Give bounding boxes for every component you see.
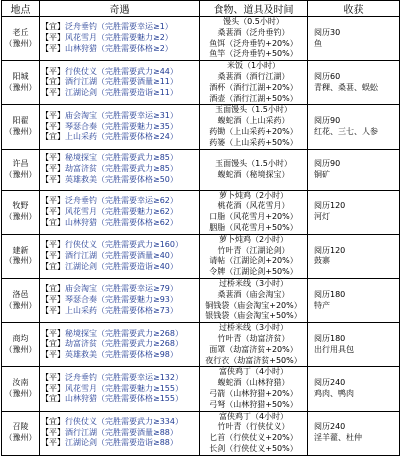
location-province: （豫州） — [4, 212, 37, 222]
encounter-tag: 【平】 — [41, 121, 65, 131]
location-cell — [2, 278, 40, 322]
food-line: 桑葚酒（酒行江湖） — [217, 71, 290, 81]
encounter-tag: 【平】 — [41, 305, 65, 315]
encounter-text: 酒行江湖（完胜需要酒量≥11） — [65, 77, 178, 87]
encounter-line — [41, 196, 198, 207]
encounter-line — [41, 339, 198, 350]
location-cell — [2, 149, 40, 190]
location-province: （豫州） — [4, 433, 37, 443]
food-line: 蝮蛇酒（上山采药） — [217, 116, 290, 126]
encounter-text: 庙会淘宝（完胜需要幸运≥31） — [65, 110, 178, 120]
encounter-text: 劫富济贫（完胜需要武力≥268） — [65, 339, 183, 349]
table-row — [2, 411, 400, 455]
gain-cell — [308, 61, 400, 105]
location-province: （豫州） — [4, 300, 37, 310]
encounter-text: 风花雪月（完胜需要魅力≥2） — [65, 33, 173, 43]
food-cell — [200, 190, 308, 234]
reward-items: 红花、三七、人参 — [314, 126, 378, 136]
encounter-cell — [40, 411, 200, 455]
encounter-tag: 【宜】 — [41, 416, 65, 426]
gain-cell — [308, 411, 400, 455]
table-row — [2, 149, 400, 190]
table-row — [2, 367, 400, 411]
encounter-line — [41, 175, 198, 186]
location-name: 许昌 — [12, 158, 29, 168]
encounter-text: 秘境探宝（完胜需要武力≥85） — [65, 153, 178, 163]
food-line: 萝卜炖鸡（2小时） — [218, 234, 289, 244]
location-name: 建新 — [12, 245, 29, 255]
encounter-cell — [40, 234, 200, 278]
table-row — [2, 190, 400, 234]
encounter-line — [41, 88, 198, 99]
location-cell — [2, 190, 40, 234]
food-line: 铜钱袋（庙会淘宝+20%） — [205, 300, 302, 310]
food-line: 蝮蛇酒（秘境探宝） — [217, 169, 290, 179]
location-province: （豫州） — [4, 256, 37, 266]
encounter-text: 琴瑟合奏（完胜需要魅力≥93） — [65, 295, 178, 305]
encounter-tag: 【宜】 — [41, 132, 65, 142]
food-line: 玉面馒头（1.5小时） — [215, 158, 292, 168]
table-row — [2, 278, 400, 322]
location-province: （豫州） — [4, 82, 37, 92]
encounter-text: 行侠仗义（完胜需要武力≥44） — [65, 66, 178, 76]
encounter-text: 山林狩猎（完胜需要体格≥62） — [65, 217, 178, 227]
food-cell — [200, 61, 308, 105]
encounter-line — [41, 295, 198, 306]
gain-cell — [308, 278, 400, 322]
food-line: 匕首（行侠仗义+20%） — [209, 433, 298, 443]
location-name: 阳城 — [12, 71, 29, 81]
food-line: 桑葚酒（泛舟垂钓） — [217, 27, 290, 37]
encounter-cell — [40, 105, 200, 149]
encounter-line — [41, 164, 198, 175]
experience-value: 阅历90 — [314, 158, 341, 168]
encounter-tag: 【宜】 — [41, 77, 65, 87]
encounter-line — [41, 306, 198, 317]
food-line: 弓弩（山林狩猎+50%） — [209, 399, 298, 409]
food-line: 蝮蛇酒（山林狩猎） — [217, 378, 290, 388]
location-cell — [2, 17, 40, 61]
reward-items: 铜矿 — [314, 169, 330, 179]
table-row — [2, 105, 400, 149]
encounter-line — [41, 122, 198, 133]
food-line: 竹叶青（劫富济贫） — [217, 333, 290, 343]
gain-cell — [308, 190, 400, 234]
encounter-tag: 【平】 — [41, 295, 65, 305]
reward-items: 鱼 — [314, 38, 322, 48]
encounter-text: 上山采药（完胜需要体格≥24） — [65, 132, 178, 142]
table-row — [2, 61, 400, 105]
location-name: 汝南 — [12, 378, 29, 388]
encounter-line — [41, 384, 198, 395]
header-location: 地点 — [2, 1, 40, 17]
location-cell — [2, 367, 40, 411]
encounter-text: 酒行江湖（完胜需要酒量≥88） — [65, 427, 178, 437]
encounter-tag: 【平】 — [41, 174, 65, 184]
encounter-line — [41, 33, 198, 44]
food-cell — [200, 17, 308, 61]
encounter-text: 秘境探宝（完胜需要武力≥268） — [65, 328, 183, 338]
travel-encounter-table — [1, 0, 400, 456]
experience-value: 阅历240 — [314, 422, 346, 432]
food-line: 过桥米线（3小时） — [218, 323, 289, 333]
reward-items: 淫羊藿、杜仲 — [314, 433, 362, 443]
gain-cell — [308, 17, 400, 61]
encounter-tag: 【平】 — [41, 66, 65, 76]
food-line: 酒壶（酒行江湖+50%） — [209, 93, 298, 103]
encounter-tag: 【平】 — [41, 88, 65, 98]
location-province: （豫州） — [4, 344, 37, 354]
location-name: 牧野 — [12, 201, 29, 211]
encounter-line — [41, 284, 198, 295]
encounter-text: 行侠仗义（完胜需要武力≥334） — [65, 416, 183, 426]
table-row — [2, 323, 400, 367]
encounter-tag: 【平】 — [41, 195, 65, 205]
header-food: 食物、道具及时间 — [200, 1, 308, 17]
header-encounter: 奇遇 — [40, 1, 200, 17]
encounter-text: 上山采药（完胜需要体格≥73） — [65, 305, 178, 315]
encounter-tag: 【平】 — [41, 240, 65, 250]
food-cell — [200, 234, 308, 278]
food-line: 胭脂（风花雪月+50%） — [209, 222, 298, 232]
encounter-tag: 【平】 — [41, 43, 65, 53]
food-line: 萝卜炖鸡（2小时） — [218, 190, 289, 200]
location-name: 洛邑 — [12, 289, 29, 299]
food-line: 桑葚酒（庙会淘宝） — [217, 289, 290, 299]
encounter-text: 酒行江湖（完胜需要酒量≥40） — [65, 250, 178, 260]
reward-items: 特产 — [314, 300, 330, 310]
food-line: 鱼饵（泛舟垂钓+20%） — [209, 38, 298, 48]
experience-value: 阅历120 — [314, 245, 346, 255]
encounter-tag: 【宜】 — [41, 22, 65, 32]
location-name: 阳翟 — [12, 116, 29, 126]
location-province: （豫州） — [4, 388, 37, 398]
food-line: 长剑（行侠仗义+50%） — [209, 443, 298, 453]
encounter-text: 琴瑟合奏（完胜需要魅力≥35） — [65, 121, 178, 131]
food-line: 请帖（江湖论剑+20%） — [209, 256, 298, 266]
encounter-cell — [40, 61, 200, 105]
encounter-line — [41, 111, 198, 122]
encounter-tag: 【平】 — [41, 372, 65, 382]
encounter-cell — [40, 190, 200, 234]
food-line: 富侠鸡丁（4小时） — [218, 367, 289, 377]
encounter-line — [41, 417, 198, 428]
header-gain: 收获 — [308, 1, 400, 17]
location-name: 商均 — [12, 333, 29, 343]
food-line: 桃花酒（风花雪月） — [217, 201, 290, 211]
encounter-text: 泛舟垂钓（完胜需要幸运≥132） — [65, 372, 183, 382]
encounter-tag: 【平】 — [41, 427, 65, 437]
encounter-tag: 【平】 — [41, 328, 65, 338]
encounter-tag: 【宜】 — [41, 284, 65, 294]
encounter-cell — [40, 17, 200, 61]
header-row — [2, 1, 400, 17]
encounter-line — [41, 428, 198, 439]
reward-items: 出行用具包 — [314, 344, 354, 354]
food-line: 药锄（上山采药+20%） — [209, 126, 298, 136]
food-line: 令牌（江湖论剑+50%） — [209, 267, 298, 277]
encounter-line — [41, 22, 198, 33]
table-row — [2, 17, 400, 61]
encounter-cell — [40, 367, 200, 411]
encounter-text: 庙会淘宝（完胜需要幸运≥79） — [65, 284, 178, 294]
encounter-cell — [40, 278, 200, 322]
encounter-tag: 【平】 — [41, 383, 65, 393]
encounter-line — [41, 329, 198, 340]
gain-cell — [308, 234, 400, 278]
encounter-line — [41, 67, 198, 78]
encounter-line — [41, 350, 198, 361]
food-line: 馒头（0.5小时） — [223, 17, 284, 26]
gain-cell — [308, 105, 400, 149]
food-line: 酒杯（酒行江湖+20%） — [209, 82, 298, 92]
food-line: 药篓（上山采药+50%） — [209, 137, 298, 147]
reward-items: 河灯 — [314, 212, 330, 222]
food-cell — [200, 278, 308, 322]
food-line: 鱼竿（泛舟垂钓+50%） — [209, 49, 298, 59]
encounter-tag: 【宜】 — [41, 339, 65, 349]
experience-value: 阅历180 — [314, 333, 346, 343]
table-body — [2, 17, 400, 456]
encounter-text: 山林狩猎（完胜需要体格≥155） — [65, 394, 183, 404]
encounter-tag: 【平】 — [41, 164, 65, 174]
encounter-text: 英雄救美（完胜需要体格≥98） — [65, 350, 178, 360]
experience-value: 阅历120 — [314, 201, 346, 211]
food-cell — [200, 149, 308, 190]
encounter-line — [41, 394, 198, 405]
location-province: （豫州） — [4, 169, 37, 179]
reward-items: 鸡肉、鸭肉 — [314, 388, 354, 398]
encounter-line — [41, 44, 198, 55]
food-cell — [200, 411, 308, 455]
gain-cell — [308, 149, 400, 190]
location-cell — [2, 61, 40, 105]
food-line: 竹叶青（江湖论剑） — [217, 245, 290, 255]
encounter-tag: 【平】 — [41, 350, 65, 360]
location-province: （豫州） — [4, 126, 37, 136]
encounter-line — [41, 207, 198, 218]
experience-value: 阅历30 — [314, 27, 341, 37]
food-line: 竹叶青（行侠仗义） — [217, 422, 290, 432]
experience-value: 阅历240 — [314, 378, 346, 388]
encounter-cell — [40, 149, 200, 190]
food-line: 富侠鸡丁（4小时） — [218, 411, 289, 421]
encounter-text: 泛舟垂钓（完胜需要幸运≥1） — [65, 22, 173, 32]
gain-cell — [308, 323, 400, 367]
location-cell — [2, 411, 40, 455]
reward-items: 青稞、桑葚、蜈蚣 — [314, 82, 378, 92]
encounter-text: 风花雪月（完胜需要魅力≥62） — [65, 206, 178, 216]
encounter-line — [41, 373, 198, 384]
food-cell — [200, 105, 308, 149]
encounter-line — [41, 132, 198, 143]
food-line: 玉面馒头（1.5小时） — [215, 105, 292, 115]
encounter-text: 泛舟垂钓（完胜需要幸运≥62） — [65, 195, 178, 205]
encounter-text: 江湖论剑（完胜需要造诣≥11） — [65, 88, 178, 98]
encounter-line — [41, 251, 198, 262]
encounter-text: 劫富济贫（完胜需要武力≥85） — [65, 164, 178, 174]
encounter-cell — [40, 323, 200, 367]
food-line: 面罩（劫富济贫+20%） — [209, 344, 298, 354]
location-province: （豫州） — [4, 38, 37, 48]
reward-items: 鼓寨 — [314, 256, 330, 266]
food-line: 弓箭（山林狩猎+20%） — [209, 388, 298, 398]
food-line: 银钱袋（庙会淘宝+50%） — [205, 311, 302, 321]
experience-value: 阅历90 — [314, 116, 341, 126]
food-line: 米饭（1小时） — [226, 61, 281, 71]
encounter-tag: 【宜】 — [41, 261, 65, 271]
encounter-line — [41, 438, 198, 449]
food-cell — [200, 367, 308, 411]
encounter-line — [41, 262, 198, 273]
encounter-tag: 【平】 — [41, 110, 65, 120]
encounter-line — [41, 240, 198, 251]
gain-cell — [308, 367, 400, 411]
location-name: 召陵 — [12, 422, 29, 432]
encounter-tag: 【平】 — [41, 438, 65, 448]
location-cell — [2, 234, 40, 278]
encounter-text: 山林狩猎（完胜需要体格≥2） — [65, 43, 173, 53]
location-cell — [2, 105, 40, 149]
encounter-line — [41, 153, 198, 164]
encounter-tag: 【平】 — [41, 153, 65, 163]
encounter-text: 行侠仗义（完胜需要武力≥160） — [65, 240, 183, 250]
experience-value: 阅历60 — [314, 71, 341, 81]
food-line: 口脂（风花雪月+20%） — [209, 212, 298, 222]
encounter-tag: 【宜】 — [41, 217, 65, 227]
encounter-line — [41, 218, 198, 229]
encounter-text: 风花雪月（完胜需要魅力≥155） — [65, 383, 183, 393]
encounter-tag: 【平】 — [41, 206, 65, 216]
encounter-line — [41, 77, 198, 88]
location-name: 老丘 — [12, 27, 29, 37]
food-line: 过桥米线（3小时） — [218, 278, 289, 288]
encounter-text: 英雄救美（完胜需要体格≥50） — [65, 174, 178, 184]
encounter-tag: 【平】 — [41, 250, 65, 260]
food-cell — [200, 323, 308, 367]
encounter-tag: 【平】 — [41, 33, 65, 43]
encounter-tag: 【宜】 — [41, 394, 65, 404]
experience-value: 阅历180 — [314, 289, 346, 299]
food-line: 夜行衣（劫富济贫+50%） — [205, 355, 302, 365]
encounter-text: 江湖论剑（完胜需要造诣≥88） — [65, 438, 178, 448]
table-row — [2, 234, 400, 278]
location-cell — [2, 323, 40, 367]
encounter-text: 江湖论剑（完胜需要造诣≥40） — [65, 261, 178, 271]
